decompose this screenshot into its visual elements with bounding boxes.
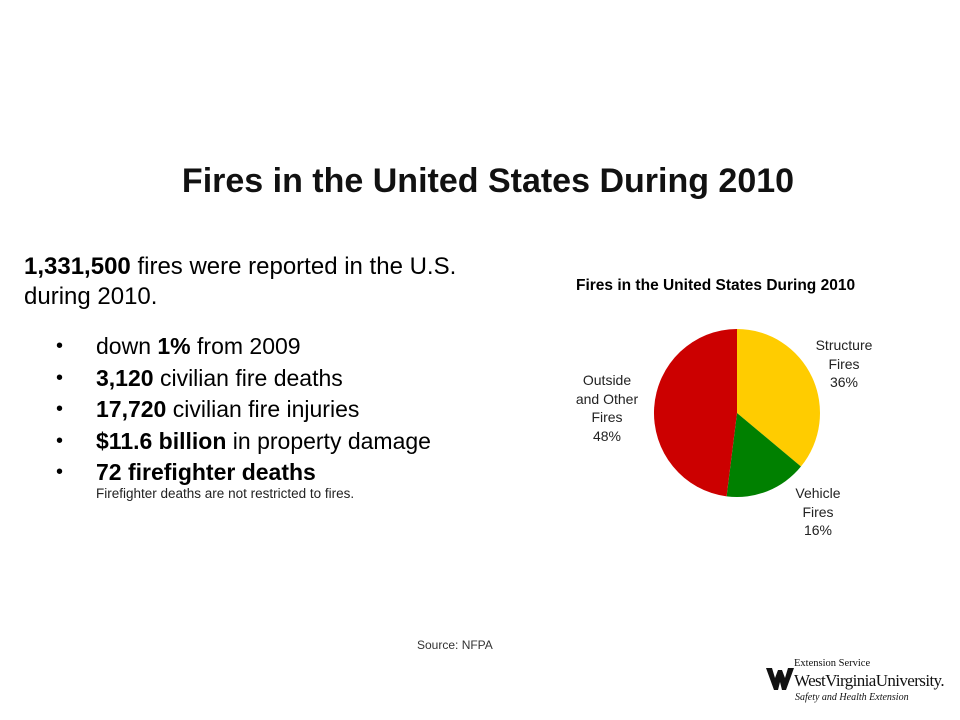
bullet-icon: •	[56, 366, 64, 389]
intro-rest: fires were reported in the U.S. during 2010.	[24, 253, 457, 310]
slice-label-vehicle	[788, 484, 848, 540]
slice-percent: 48%	[592, 427, 622, 444]
stat-item	[56, 426, 526, 458]
firefighter-note: Firefighter deaths are not restricted to fires.	[96, 486, 355, 501]
bullet-icon: •	[56, 335, 64, 357]
stats-list	[56, 331, 526, 489]
total-fires-count: 1,331,500	[24, 253, 131, 280]
stat-value: $11.6 billion	[96, 427, 227, 454]
slice-label-structure	[804, 336, 884, 392]
stat-value: 1%	[157, 333, 191, 359]
bullet-icon: •	[56, 429, 64, 452]
slice-label-line: and Other	[575, 390, 639, 407]
chart-title: Fires in the United States During 2010	[576, 277, 856, 294]
slice-label-outside	[566, 371, 648, 445]
slice-label-line: Fires	[802, 503, 834, 520]
stat-text: down	[96, 333, 158, 359]
wvu-extension-logo	[766, 656, 945, 712]
stat-value: 3,120	[96, 364, 154, 391]
stat-text: from 2009	[190, 333, 301, 359]
intro-text	[24, 252, 524, 312]
stat-item	[56, 363, 526, 395]
slice-label-line: Outside	[582, 372, 632, 388]
stat-value: 17,720	[96, 396, 167, 422]
slice-label-line: Fires	[591, 409, 623, 425]
stat-item	[56, 394, 526, 426]
pie-slice-outside	[654, 329, 737, 496]
flying-wv-icon	[766, 668, 794, 692]
slice-label-line: Fires	[828, 355, 860, 372]
logo-line-3: Safety and Health Extension	[795, 692, 909, 703]
stat-item	[56, 331, 526, 363]
slide-title: Fires in the United States During 2010	[181, 162, 795, 200]
slice-percent: 16%	[803, 522, 833, 538]
stat-text: civilian fire injuries	[166, 396, 360, 422]
stat-item	[56, 457, 526, 489]
bullet-icon: •	[56, 461, 64, 483]
source-note: Source: NFPA	[417, 638, 493, 652]
logo-line-1: Extension Service	[794, 658, 871, 669]
slice-label-line: Vehicle	[795, 485, 841, 501]
stat-text: in property damage	[226, 427, 431, 454]
stat-value: 72 firefighter deaths	[96, 459, 316, 485]
logo-line-2: WestVirginiaUniversity.	[794, 671, 945, 690]
slice-percent: 36%	[829, 374, 859, 390]
slice-label-line: Structure	[815, 337, 873, 353]
bullet-icon: •	[56, 398, 64, 420]
stat-text: civilian fire deaths	[153, 364, 343, 391]
